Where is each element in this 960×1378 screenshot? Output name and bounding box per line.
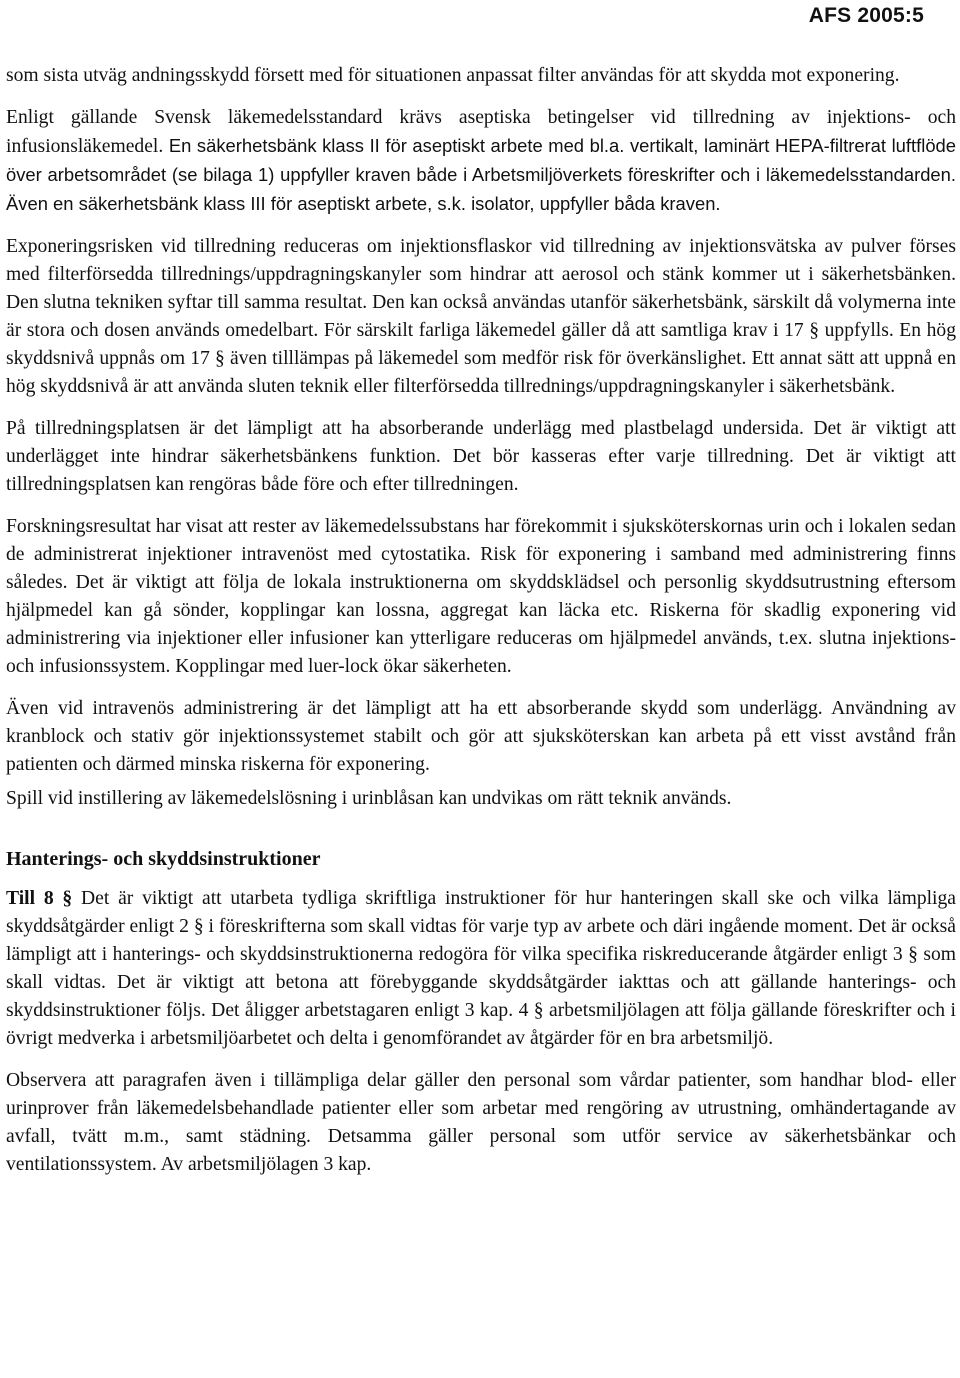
paragraph xyxy=(6,104,956,219)
document-id-header: AFS 2005:5 xyxy=(808,4,924,27)
paragraph: På tillredningsplatsen är det lämpligt att ha absorberande underlägg med plastbelagd undersida. Det är viktigt att underlägget inte hindrar säkerhetsbänkens funktion. Det bör kasseras efter varje tillredning. Det är viktigt att tillredningsplatsen kan rengöras både före och efter tillredningen. xyxy=(6,418,956,495)
paragraph: Även vid intravenös administrering är det lämpligt att ha ett absorberande skydd som underlägg. Användning av kranblock och stativ gör injektionssystemet stabilt och gör att sjuksköterskan kan arbeta på ett visst avstånd från patienten och därmed minska riskerna för exponering. xyxy=(6,698,956,775)
paragraph-body: Det är viktigt att utarbeta tydliga skriftliga instruktioner för hur hanteringen skall ske och vilka lämpliga skyddsåtgärder enligt 2 § i föreskrifterna som skall vidtas för varje typ av arbete och däri ingående moment. Det är också lämpligt att i hanterings- och skyddsinstruktionerna redogöra för vilka specifika riskreducerande åtgärder enligt 3 § som skall vidtas. Det är viktigt att betona att förebyggande skyddsåtgärder iakttas och att gällande hanterings- och skyddsinstruktioner följs. Det åligger arbetstagaren enligt 3 kap. 4 § arbetsmiljölagen att följa gällande föreskrifter och i övrigt medverka i arbetsmiljöarbetet och delta i genomförandet av åtgärder för en bra arbetsmiljö. xyxy=(6,888,956,1049)
paragraph: Forskningsresultat har visat att rester av läkemedelssubstans har förekommit i sjuksköterskornas urin och i lokalen sedan de administrerat injektioner intravenöst med cytostatika. Risk för exponering i samband med administrering finns således. Det är viktigt att följa de lokala instruktionerna om skyddsklädsel och personlig skyddsutrustning eftersom hjälpmedel kan gå sönder, kopplingar kan lossna, aggregat kan läcka etc. Riskerna för skadlig exponering vid administrering via injektioner eller infusioner kan ytterligare reduceras om hjälpmedel används, t.ex. slutna injektions- och infusionssystem. Kopplingar med luer-lock ökar säkerheten. xyxy=(6,516,956,677)
paragraph-sans-part: En säkerhetsbänk klass II för aseptiskt arbete med bl.a. vertikalt, laminärt HEPA-filtrerat luftflöde över arbetsområdet (se bilaga 1) uppfyller kraven både i Arbetsmiljöverkets föreskrifter och i läkemedelsstandarden. Även en säkerhetsbänk klass III för aseptiskt arbete, s.k. isolator, uppfyller båda kraven. xyxy=(6,135,956,214)
paragraph: Observera att paragrafen även i tillämpliga delar gäller den personal som vårdar patienter, som handhar blod- eller urinprover från läkemedelsbehandlade patienter eller som arbetar med rengöring av utrustning, omhändertagande av avfall, tvätt m.m., samt städning. Detsamma gäller personal som utför service av säkerhetsbänkar och ventilationssystem. Av arbetsmiljölagen 3 kap. xyxy=(6,1070,956,1175)
body-text xyxy=(6,62,956,1193)
paragraph: Exponeringsrisken vid tillredning reduceras om injektionsflaskor vid tillredning av injektionsvätska av pulver förses med filterförsedda tillrednings/uppdragningskanyler som hindrar att aerosol och stänk kommer ut i säkerhetsbänken. Den slutna tekniken syftar till samma resultat. Den kan också användas utanför säkerhetsbänk, särskilt då volymerna inte är stora och dosen används omedelbart. För särskilt farliga läkemedel gäller då att samtliga krav i 17 § uppfylls. En hög skyddsnivå uppnås om 17 § även tilllämpas på läkemedel som medför risk för överkänslighet. Ett annat sätt att uppnå en hög skyddsnivå är att använda sluten teknik eller filterförsedda tillrednings/uppdragningskanyler i säkerhetsbänk. xyxy=(6,236,956,397)
paragraph-serif-part: Enligt gällande Svensk läkemedelsstandard krävs aseptiska betingelser vid tillredning av injektions- och infusionsläkemedel. xyxy=(6,107,956,157)
paragraph xyxy=(6,885,956,1053)
section-heading: Hanterings- och skyddsinstruktioner xyxy=(6,848,321,870)
paragraph-lead: Till 8 § xyxy=(6,888,73,909)
paragraph: som sista utväg andningsskydd försett med för situationen anpassat filter användas för att skydda mot exponering. xyxy=(6,65,900,86)
paragraph: Spill vid instillering av läkemedelslösning i urinblåsan kan undvikas om rätt teknik används. xyxy=(6,788,732,809)
